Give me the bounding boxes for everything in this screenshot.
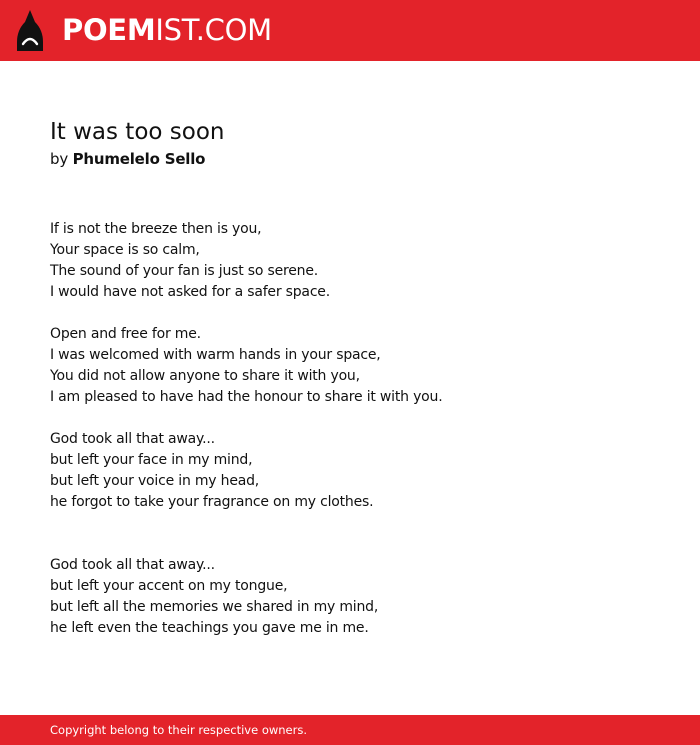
- poem-title: It was too soon: [50, 119, 225, 145]
- by-label: by: [50, 150, 68, 168]
- stanza-gap: [50, 513, 670, 555]
- poem-stanza-2: [50, 324, 670, 408]
- poem-author: Phumelelo Sello: [72, 150, 206, 168]
- poem-line: I am pleased to have had the honour to share it with you.: [50, 389, 443, 405]
- pencil-icon[interactable]: [17, 10, 43, 51]
- poem-line: but left your voice in my head,: [50, 473, 260, 489]
- poem-stanza-4: [50, 555, 670, 639]
- poem-line: but left all the memories we shared in my mind,: [50, 599, 379, 615]
- poem-line: You did not allow anyone to share it with you,: [50, 368, 360, 384]
- site-logo[interactable]: [62, 12, 272, 48]
- poem-body: [50, 219, 670, 639]
- poem-stanza-3: [50, 429, 670, 513]
- copyright-text: Copyright belong to their respective owners.: [50, 723, 308, 737]
- poem-line: The sound of your fan is just so serene.: [50, 263, 318, 279]
- site-header: [0, 0, 700, 61]
- poem-line: Open and free for me.: [50, 326, 201, 342]
- poem-byline: [50, 149, 205, 169]
- poem-line: I was welcomed with warm hands in your space,: [50, 347, 381, 363]
- poem-line: If is not the breeze then is you,: [50, 221, 262, 237]
- poem-line: Your space is so calm,: [50, 242, 200, 258]
- poem-stanza-1: [50, 219, 670, 303]
- poem-line: God took all that away...: [50, 557, 215, 573]
- poem-line: but left your face in my mind,: [50, 452, 253, 468]
- poem-line: God took all that away...: [50, 431, 215, 447]
- poem-line: he forgot to take your fragrance on my clothes.: [50, 494, 374, 510]
- logo-light-text: IST.COM: [155, 13, 272, 47]
- site-footer: [0, 715, 700, 745]
- logo-bold-text: POEM: [62, 13, 156, 47]
- poem-line: he left even the teachings you gave me in me.: [50, 620, 369, 636]
- poem-line: but left your accent on my tongue,: [50, 578, 288, 594]
- stanza-gap: [50, 303, 670, 324]
- stanza-gap: [50, 408, 670, 429]
- poem-line: I would have not asked for a safer space.: [50, 284, 330, 300]
